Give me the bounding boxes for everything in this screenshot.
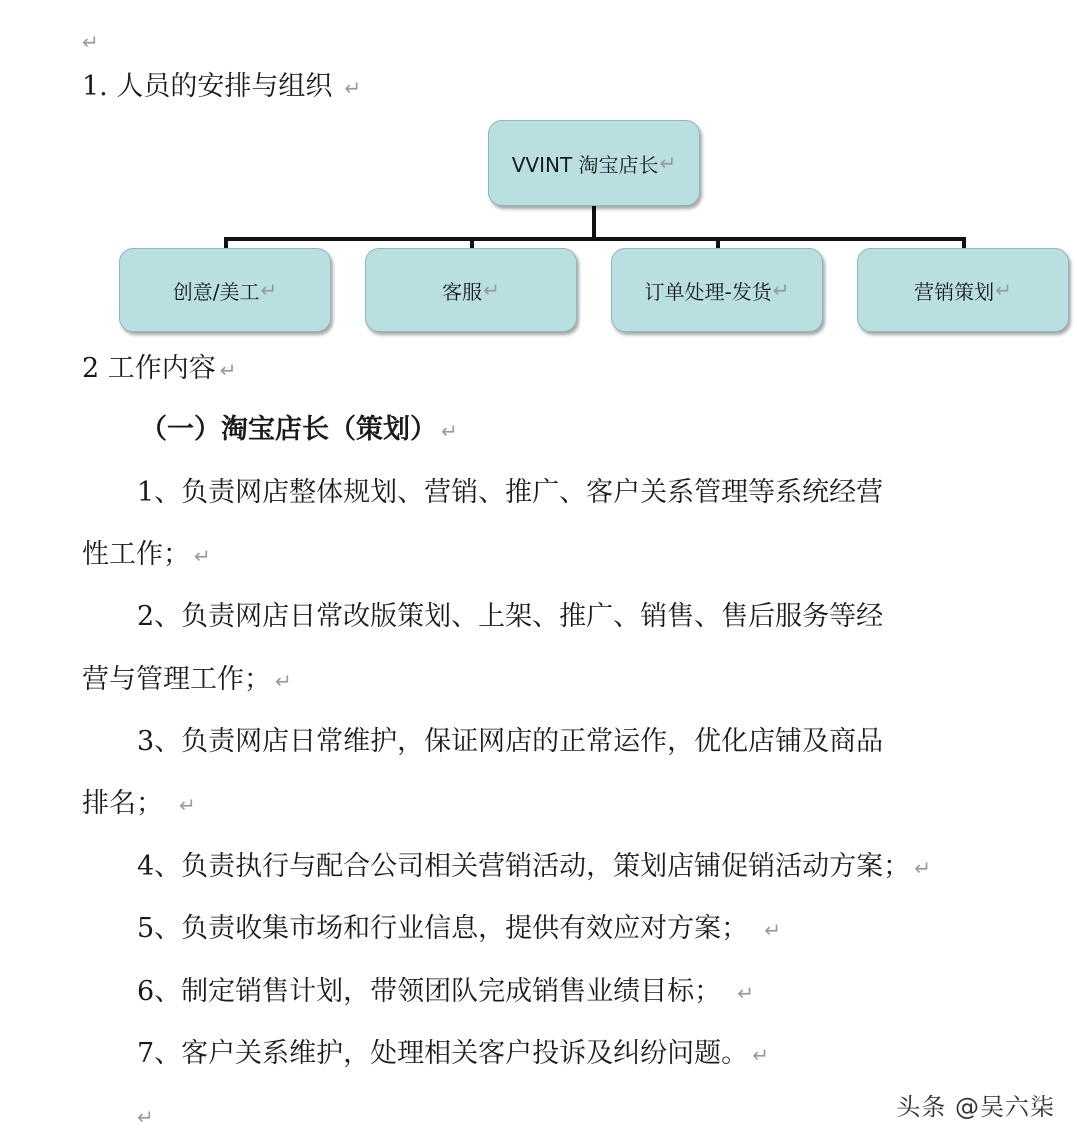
paragraph-mark-icon: ↵ bbox=[772, 278, 790, 302]
paragraph-mark-icon: ↵ bbox=[137, 1105, 154, 1129]
org-node-customer-service bbox=[365, 248, 577, 332]
paragraph-mark-icon: ↵ bbox=[483, 278, 500, 302]
duty-item-3-line-1 bbox=[137, 725, 883, 759]
paragraph-mark-icon: ↵ bbox=[219, 358, 237, 382]
duty-item-1-text-2: 性工作； bbox=[82, 539, 190, 570]
duty-item-5 bbox=[137, 912, 781, 947]
paragraph-mark-icon: ↵ bbox=[179, 793, 196, 817]
section-2-title-text: 2 工作内容 bbox=[82, 353, 216, 384]
duty-item-2-text-1: 2、负责网店日常改版策划、上架、推广、销售、售后服务等经 bbox=[137, 601, 884, 632]
paragraph-mark-icon: ↵ bbox=[344, 76, 362, 100]
duty-item-3-text-1: 3、负责网店日常维护，保证网店的正常运作，优化店铺及商品 bbox=[137, 726, 884, 757]
section-1-title bbox=[82, 70, 361, 105]
subsection-title bbox=[140, 413, 458, 448]
duty-item-7 bbox=[137, 1037, 769, 1072]
duty-item-1-line-1 bbox=[137, 476, 883, 510]
org-node-design bbox=[119, 248, 331, 332]
org-node-marketing-label: 营销策划 bbox=[914, 279, 995, 304]
paragraph-mark-icon: ↵ bbox=[659, 151, 677, 175]
subsection-title-text: （一）淘宝店长（策划） bbox=[140, 414, 437, 445]
duty-item-6 bbox=[137, 975, 754, 1010]
paragraph-mark-icon: ↵ bbox=[764, 918, 781, 942]
duty-item-2-line-2 bbox=[82, 663, 292, 698]
org-node-orders bbox=[611, 248, 823, 332]
section-2-title bbox=[82, 352, 237, 387]
duty-item-2-line-1 bbox=[137, 600, 883, 634]
duty-item-1-line-2 bbox=[82, 538, 211, 573]
duty-item-7-text: 7、客户关系维护，处理相关客户投诉及纠纷问题。 bbox=[137, 1038, 749, 1069]
org-connector-root bbox=[592, 206, 596, 240]
duty-item-1-text-1: 1、负责网店整体规划、营销、推广、客户关系管理等系统经营 bbox=[137, 477, 884, 508]
org-node-root bbox=[488, 120, 700, 206]
paragraph-mark-icon: ↵ bbox=[995, 278, 1012, 302]
org-node-marketing bbox=[857, 248, 1069, 332]
duty-item-4 bbox=[137, 850, 931, 885]
duty-item-5-text: 5、负责收集市场和行业信息，提供有效应对方案； bbox=[137, 913, 749, 944]
org-node-root-label: VVINT 淘宝店长 bbox=[511, 152, 659, 177]
paragraph-mark-icon: ↵ bbox=[275, 669, 292, 693]
paragraph-mark-icon: ↵ bbox=[82, 30, 99, 54]
duty-item-3-line-2 bbox=[82, 787, 196, 822]
duty-item-4-text: 4、负责执行与配合公司相关营销活动，策划店铺促销活动方案； bbox=[137, 851, 911, 882]
paragraph-mark-icon: ↵ bbox=[737, 981, 754, 1005]
duty-item-6-text: 6、制定销售计划，带领团队完成销售业绩目标； bbox=[137, 976, 722, 1007]
section-1-title-text: 1. 人员的安排与组织 bbox=[82, 71, 333, 102]
duty-item-2-text-2: 营与管理工作； bbox=[82, 664, 271, 695]
empty-paragraph-bottom bbox=[133, 1099, 154, 1134]
paragraph-mark-icon: ↵ bbox=[914, 856, 931, 880]
empty-paragraph-top bbox=[78, 24, 99, 59]
paragraph-mark-icon: ↵ bbox=[194, 544, 211, 568]
paragraph-mark-icon: ↵ bbox=[441, 419, 458, 443]
watermark: 头条 @吴六柒 bbox=[896, 1093, 1055, 1121]
org-node-customer-service-label: 客服 bbox=[442, 279, 483, 304]
duty-item-3-text-2: 排名； bbox=[82, 788, 163, 819]
org-connector-horizontal bbox=[224, 237, 966, 241]
org-node-orders-label: 订单处理-发货 bbox=[644, 279, 772, 304]
paragraph-mark-icon: ↵ bbox=[260, 278, 278, 302]
org-node-design-label: 创意/美工 bbox=[172, 279, 260, 304]
paragraph-mark-icon: ↵ bbox=[752, 1043, 769, 1067]
